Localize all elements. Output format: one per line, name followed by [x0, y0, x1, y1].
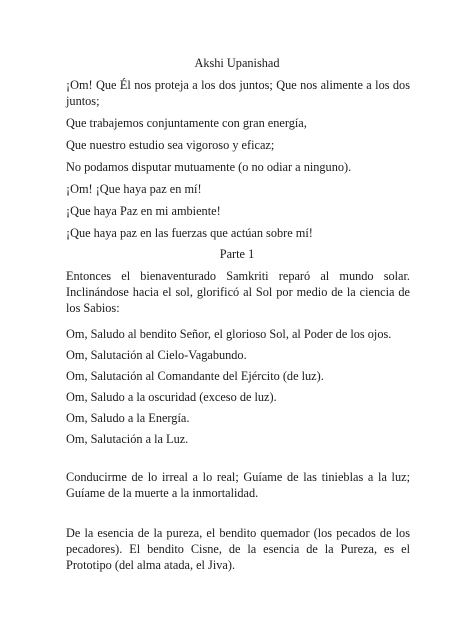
closing-paragraph: De la esencia de la pureza, el bendito quemador (los pecados de los pecadores). El bendito Cisne, de la esencia de la Pureza, es el Prototipo (del alma atada, el Jiva).	[66, 526, 410, 572]
invocation-line-4: No podamos disputar mutuamente (o no odiar a ninguno).	[66, 160, 352, 174]
intro-paragraph: Entonces el bienaventurado Samkriti reparó al mundo solar. Inclinándose hacia el sol, glorificó al Sol por medio de la ciencia de los Sabios:	[66, 269, 410, 315]
invocation-line-1: ¡Om! Que Él nos proteja a los dos juntos; Que nos alimente a los dos juntos;	[66, 78, 410, 108]
salutation-6: Om, Salutación a la Luz.	[66, 432, 189, 446]
salutation-1: Om, Saludo al bendito Señor, el glorioso Sol, al Poder de los ojos.	[66, 327, 392, 341]
invocation-line-3: Que nuestro estudio sea vigoroso y eficaz;	[66, 138, 275, 152]
prayer-paragraph: Conducirme de lo irreal a lo real; Guíame de las tinieblas a la luz; Guíame de la muerte a la inmortalidad.	[66, 470, 410, 500]
salutation-2: Om, Salutación al Cielo-Vagabundo.	[66, 348, 247, 362]
salutation-4: Om, Saludo a la oscuridad (exceso de luz).	[66, 390, 277, 404]
invocation-line-6: ¡Que haya Paz en mi ambiente!	[66, 204, 221, 218]
salutation-5: Om, Saludo a la Energía.	[66, 411, 190, 425]
invocation-line-5: ¡Om! ¡Que haya paz en mí!	[66, 182, 202, 196]
document-title: Akshi Upanishad	[194, 56, 280, 70]
invocation-line-2: Que trabajemos conjuntamente con gran energía,	[66, 116, 307, 130]
part-heading: Parte 1	[219, 247, 255, 261]
salutation-3: Om, Salutación al Comandante del Ejército (de luz).	[66, 369, 324, 383]
invocation-line-7: ¡Que haya paz en las fuerzas que actúan sobre mí!	[66, 226, 313, 240]
